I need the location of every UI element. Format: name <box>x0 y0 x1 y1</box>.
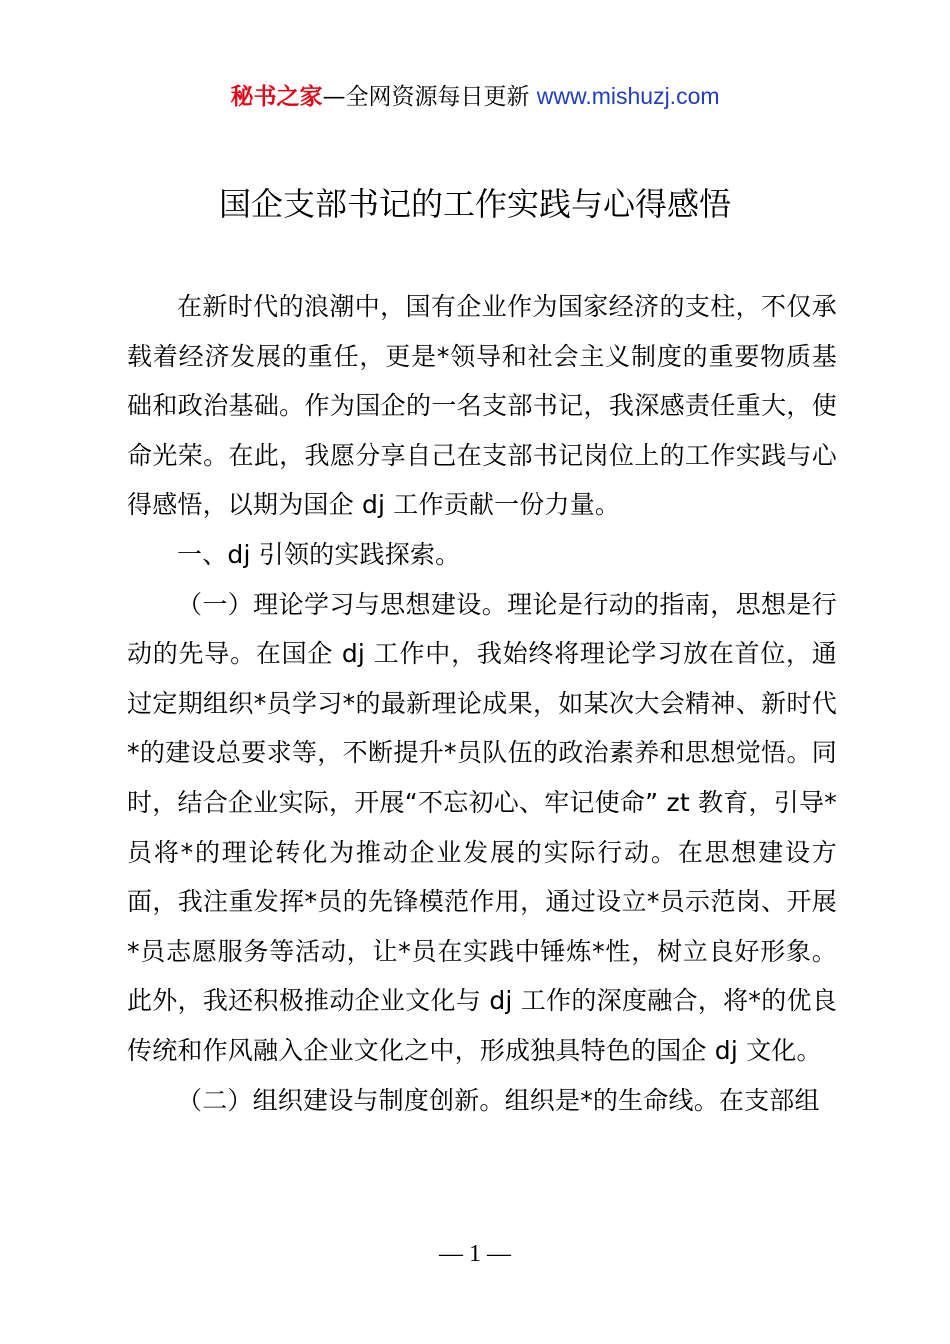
page-number: — 1 — <box>439 1241 511 1267</box>
document-title: 国企支部书记的工作实践与心得感悟 <box>218 185 731 223</box>
brand-name: 秘书之家 <box>230 84 323 110</box>
site-url-link[interactable]: www.mishuzj.com <box>536 83 720 109</box>
paragraph-theory-study: （一）理论学习与思想建设。理论是行动的指南，思想是行动的先导。在国企 dj 工作中，我始终将理论学习放在首位，通过定期组织*员学习*的最新理论成果，如某次大会精神、新时代*的建设总要求等，不断提升*员队伍的政治素养和思想觉悟。同时，结合企业实际，开展“不忘初心、牢记使命” zt 教育，引导*员将*的理论转化为推动企业发展的实际行动。在思想建设方面，我注重发挥*员的先锋模范作用，通过设立*员示范岗、开展*员志愿服务等活动，让*员在实践中锤炼*性，树立良好形象。此外，我还积极推动企业文化与 dj 工作的深度融合，将*的优良传统和作风融入企业文化之中，形成独具特色的国企 dj 文化。 <box>127 589 837 1065</box>
paragraph-intro: 在新时代的浪潮中，国有企业作为国家经济的支柱，不仅承载着经济发展的重任，更是*领导和社会主义制度的重要物质基础和政治基础。作为国企的一名支部书记，我深感责任重大，使命光荣。在此，我愿分享自己在支部书记岗位上的工作实践与心得感悟，以期为国企 dj 工作贡献一份力量。 <box>127 292 837 520</box>
header-tagline: —全网资源每日更新 <box>322 84 530 110</box>
paragraph-organization: （二）组织建设与制度创新。组织是*的生命线。在支部组 <box>177 1085 820 1115</box>
document-body <box>127 282 837 1125</box>
section-heading-1: 一、dj 引领的实践探索。 <box>177 539 461 569</box>
site-header <box>0 80 950 113</box>
